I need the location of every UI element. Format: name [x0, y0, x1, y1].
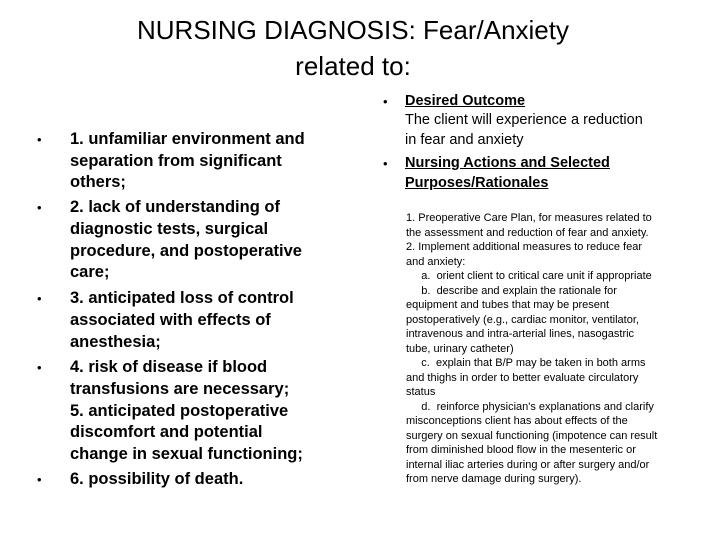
- bullet-icon: •: [37, 472, 42, 487]
- cause-line: separation from significant: [70, 152, 282, 170]
- action-line: 1. Preoperative Care Plan, for measures related to: [406, 212, 652, 224]
- outcome-text: in fear and anxiety: [405, 132, 524, 148]
- cause-line: change in sexual functioning;: [70, 445, 303, 463]
- cause-line: transfusions are necessary;: [70, 380, 290, 398]
- bullet-icon: •: [383, 156, 388, 171]
- bullet-icon: •: [37, 200, 42, 215]
- bullet-icon: •: [37, 291, 42, 306]
- action-line: 2. Implement additional measures to reduce fear: [406, 241, 643, 253]
- bullet-icon: •: [37, 360, 42, 375]
- cause-line: procedure, and postoperative: [70, 242, 302, 260]
- action-line: the assessment and reduction of fear and anxiety.: [406, 226, 649, 239]
- section-heading: Purposes/Rationales: [405, 175, 549, 191]
- cause-line: 6. possibility of death.: [70, 470, 244, 488]
- action-line: postoperatively (e.g., cardiac monitor, ventilator,: [406, 313, 639, 326]
- title-line-2: related to:: [295, 51, 411, 81]
- action-line: surgery on sexual functioning (impotence can result: [406, 429, 658, 442]
- action-line: internal iliac arteries during or after surgery and/or: [406, 458, 650, 471]
- cause-line: 4. risk of disease if blood: [70, 358, 268, 376]
- cause-line: associated with effects of: [70, 311, 271, 329]
- outcome-text: The client will experience a reduction: [405, 112, 643, 128]
- cause-line: 5. anticipated postoperative: [70, 402, 289, 420]
- action-line: and anxiety:: [406, 255, 466, 268]
- action-line: equipment and tubes that may be present: [406, 299, 610, 311]
- cause-line: 3. anticipated loss of control: [70, 289, 294, 307]
- cause-line: others;: [70, 173, 126, 191]
- cause-line: diagnostic tests, surgical: [70, 220, 269, 238]
- action-line: status: [406, 386, 436, 398]
- section-heading: Nursing Actions and Selected: [405, 155, 610, 171]
- action-line: from diminished blood flow in the mesenteric or: [406, 444, 636, 456]
- cause-line: discomfort and potential: [70, 423, 263, 441]
- cause-line: 2. lack of understanding of: [70, 198, 280, 216]
- action-line: and thighs in order to better evaluate circulatory: [406, 371, 639, 384]
- action-line: b. describe and explain the rationale for: [406, 284, 617, 297]
- action-line: tube, urinary catheter): [406, 342, 514, 355]
- slide-title: [0, 12, 706, 84]
- action-line: intravenous and intra-arterial lines, nasogastric: [406, 328, 635, 340]
- action-line: c. explain that B/P may be taken in both arms: [406, 357, 646, 369]
- section-heading: Desired Outcome: [405, 93, 526, 109]
- action-line: d. reinforce physician's explanations and clarify: [406, 400, 654, 413]
- cause-line: anesthesia;: [70, 333, 161, 351]
- cause-line: care;: [70, 263, 110, 281]
- bullet-icon: •: [383, 94, 388, 109]
- title-line-1: NURSING DIAGNOSIS: Fear/Anxiety: [137, 15, 569, 45]
- action-line: a. orient client to critical care unit if appropriate: [406, 270, 652, 282]
- action-line: from nerve damage during surgery).: [406, 473, 582, 485]
- action-line: misconceptions client has about effects of the: [406, 415, 628, 427]
- bullet-icon: •: [37, 132, 42, 147]
- cause-line: 1. unfamiliar environment and: [70, 130, 305, 148]
